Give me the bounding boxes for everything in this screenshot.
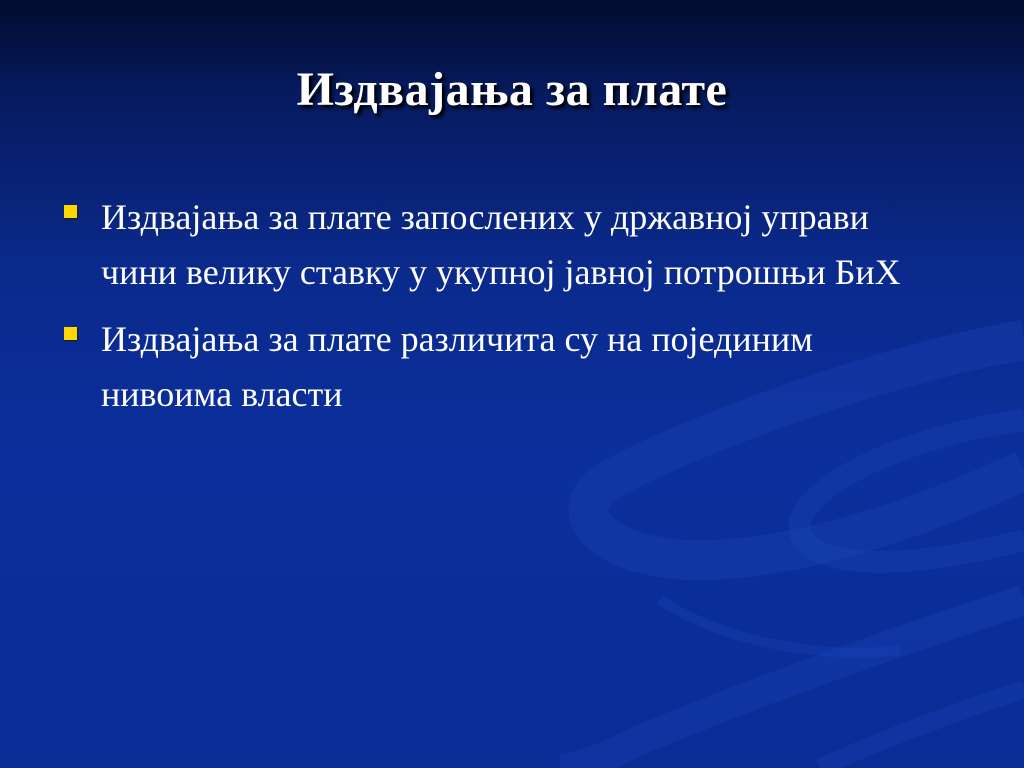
bullet-text: Издвајања за плате запослених у државној управи чини велику ставку у укупној јавној потрошњи БиХ: [101, 197, 901, 292]
bullet-list: [64, 190, 924, 434]
square-bullet-icon: [64, 327, 77, 340]
square-bullet-icon: [64, 205, 77, 218]
bullet-item: [64, 190, 924, 300]
bullet-text: Издвајања за плате различита су на појединим нивоима власти: [101, 319, 813, 414]
slide-title: Издвајања за плате: [296, 63, 728, 116]
bullet-item: [64, 312, 924, 422]
